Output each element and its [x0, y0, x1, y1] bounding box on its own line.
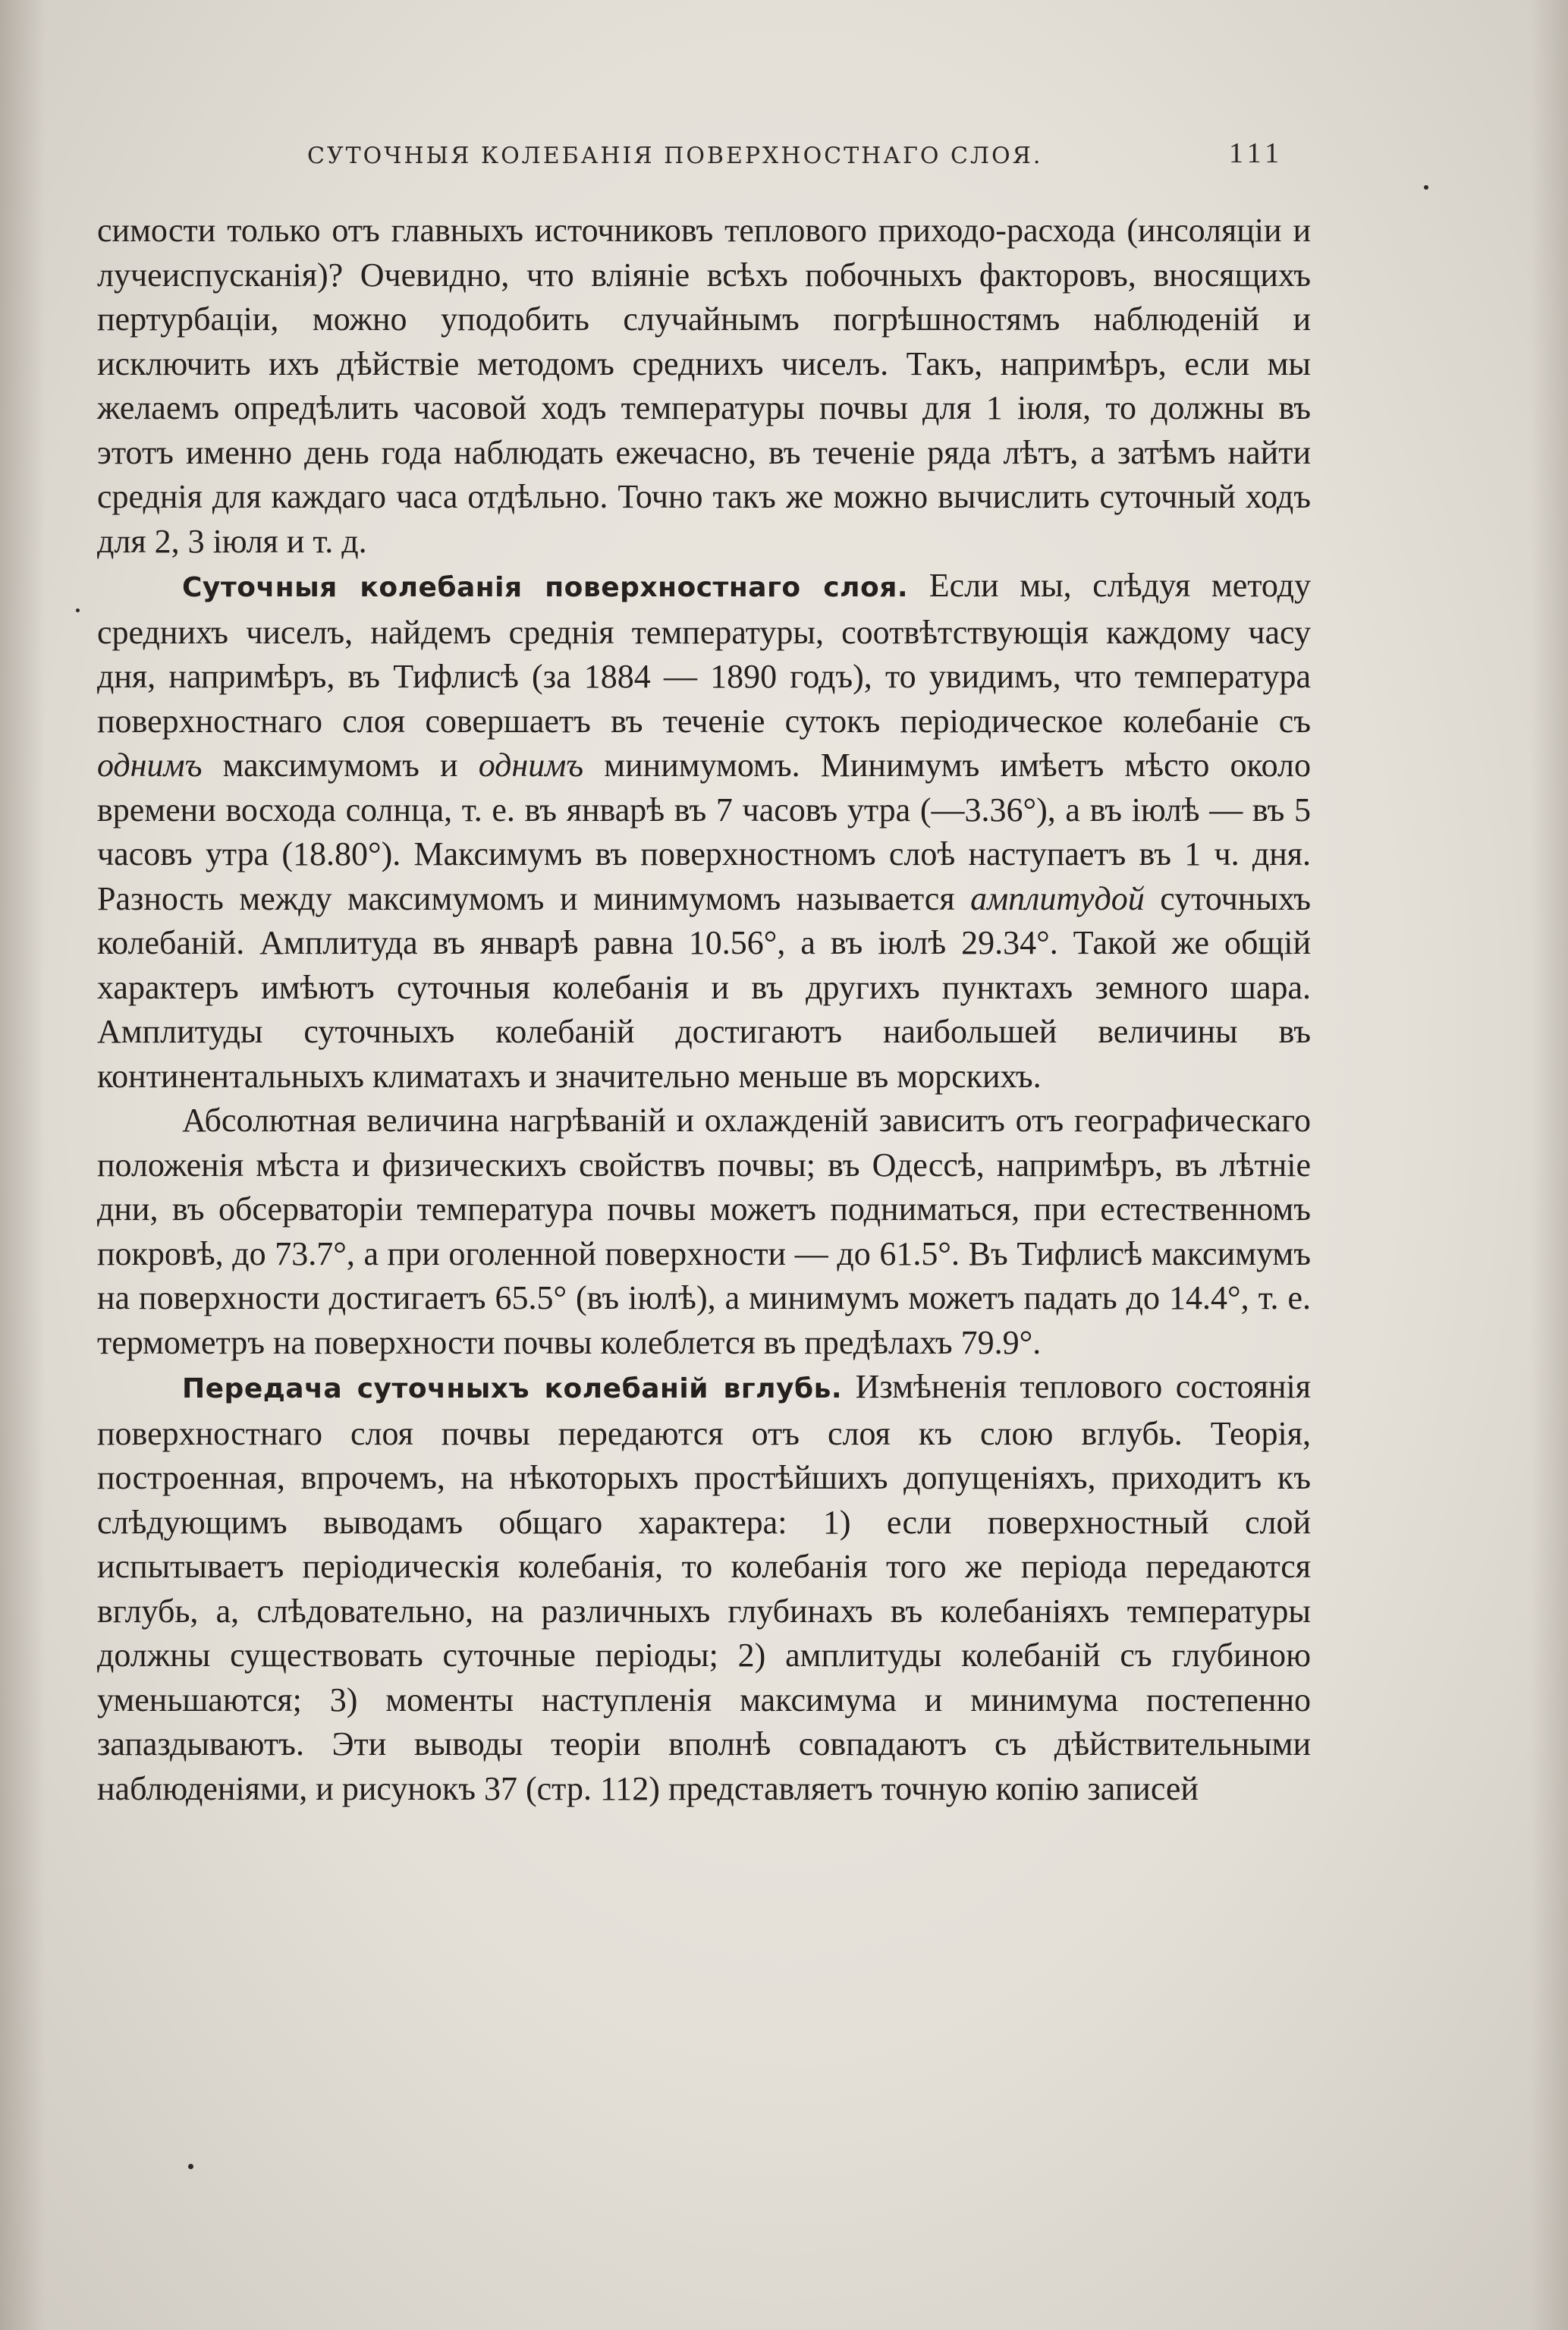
page-shadow-right	[1530, 0, 1568, 2330]
paragraph-3: Абсолютная величина нагрѣваній и охлажденій зависитъ отъ географическаго положенія мѣста и физическихъ свойствъ почвы; въ Одессѣ, напримѣръ, въ лѣтніе дни, въ обсерваторіи температура почвы можетъ подниматься, при естественномъ покровѣ, до 73.7°, а при оголенной поверхности — до 61.5°. Въ Тифлисѣ максимумъ на поверхности достигаетъ 65.5° (въ іюлѣ), а минимумъ можетъ падать до 14.4°, т. е. термометръ на поверхности почвы колеблется въ предѣлахъ 79.9°.	[97, 1102, 1311, 1361]
paragraph-2-text-4: суточныхъ колебаній. Амплитуда въ январѣ равна 10.56°, а въ іюлѣ 29.34°. Такой же общій характеръ имѣютъ суточныя колебанія и въ другихъ пунктахъ земного шара. Амплитуды суточныхъ колебаній достигаютъ наибольшей величины въ континентальныхъ климатахъ и значительно меньше въ морскихъ.	[97, 879, 1311, 1095]
emphasis-one-min: однимъ	[478, 747, 584, 784]
running-title: СУТОЧНЫЯ КОЛЕБАНІЯ ПОВЕРХНОСТНАГО СЛОЯ.	[307, 143, 1043, 169]
emphasis-one-max: однимъ	[97, 747, 203, 784]
emphasis-amplitude: амплитудой	[970, 879, 1145, 917]
body-text	[97, 209, 1311, 1811]
section-heading-transmission: Передача суточныхъ колебаній вглубь.	[182, 1373, 843, 1404]
page-number: 111	[1229, 137, 1284, 169]
paragraph-2-text-3: минимумомъ. Минимумъ имѣетъ мѣсто около времени восхода солнца, т. е. въ январѣ въ 7 часовъ утра (—3.36°), а въ іюлѣ — въ 5 часовъ утра (18.80°). Максимумъ въ поверхностномъ слоѣ наступаетъ въ 1 ч. дня. Разность между максимумомъ и минимумомъ называется	[97, 747, 1311, 917]
print-speck	[76, 608, 80, 612]
print-speck	[188, 2164, 193, 2169]
section-heading-daily-fluctuations: Суточныя колебанія поверхностнаго слоя.	[182, 572, 909, 603]
print-speck	[1424, 185, 1428, 190]
paragraph-2	[97, 564, 1311, 1099]
paragraph-4	[97, 1365, 1311, 1811]
paragraph-1: симости только отъ главныхъ источниковъ теплового приходо-расхода (инсоляціи и лучеиспусканія)? Очевидно, что вліяніе всѣхъ побочныхъ факторовъ, вносящихъ пертурбаціи, можно уподобить случайнымъ погрѣшностямъ наблюденій и исключить ихъ дѣйствіе методомъ среднихъ чиселъ. Такъ, напримѣръ, если мы желаемъ опредѣлить часовой ходъ температуры почвы для 1 іюля, то должны въ этотъ именно день года наблюдать ежечасно, въ теченіе ряда лѣтъ, а затѣмъ найти среднія для каждаго часа отдѣльно. Точно такъ же можно вычислить суточный ходъ для 2, 3 іюля и т. д.	[97, 212, 1311, 560]
paragraph-4-text: Измѣненія теплового состоянія поверхностнаго слоя почвы передаются отъ слоя къ слою вглубь. Теорія, построенная, впрочемъ, на нѣкоторыхъ простѣйшихъ допущеніяхъ, приходитъ къ слѣдующимъ выводамъ общаго характера: 1) если поверхностный слой испытываетъ періодическія колебанія, то колебанія того же періода передаются вглубь, а, слѣдовательно, на различныхъ глубинахъ въ колебаніяхъ температуры должны существовать суточные періоды; 2) амплитуды колебаній съ глубиною уменьшаются; 3) моменты наступленія максимума и минимума постепенно запаздываютъ. Эти выводы теоріи вполнѣ совпадаютъ съ дѣйствительными наблюденіями, и рисунокъ 37 (стр. 112) представляетъ точную копію записей	[97, 1368, 1311, 1807]
paragraph-2-text-1: Если мы, слѣдуя методу среднихъ чиселъ, найдемъ среднія температуры, соотвѣтствующія каждому часу дня, напримѣръ, въ Тифлисѣ (за 1884 — 1890 годъ), то увидимъ, что температура поверхностнаго слоя совершаетъ въ теченіе сутокъ періодическое колебаніе съ	[97, 567, 1311, 740]
paragraph-2-text-2: максимумомъ и	[202, 747, 479, 784]
page-shadow-left	[0, 0, 46, 2330]
